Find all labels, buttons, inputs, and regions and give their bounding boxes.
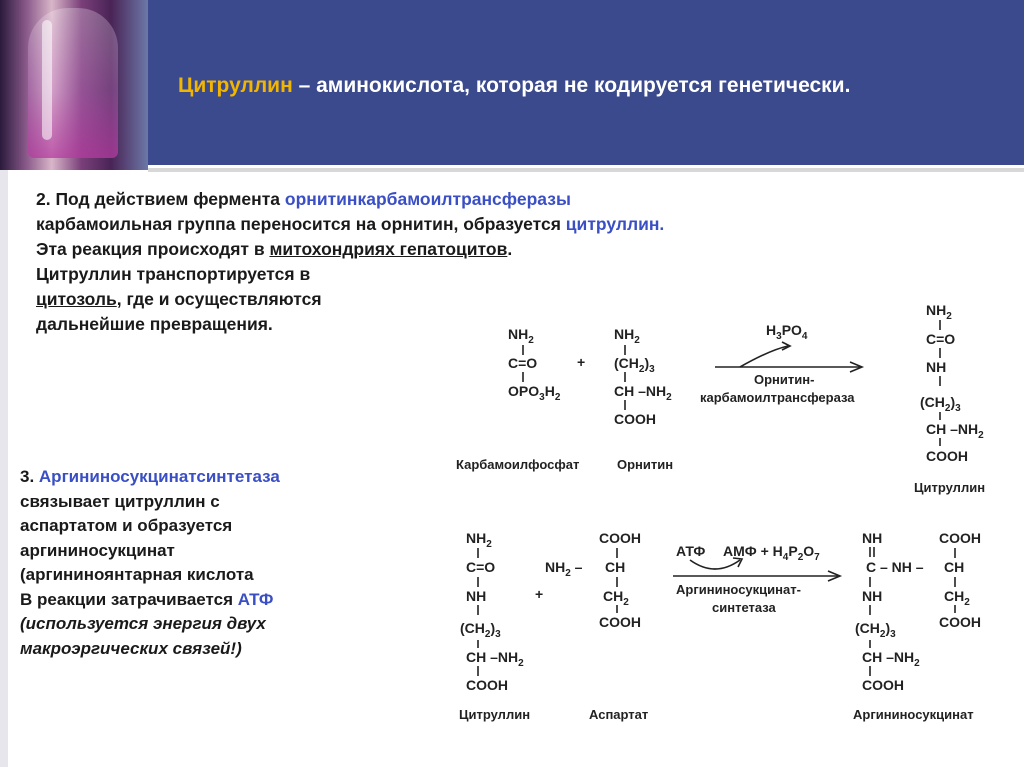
s3-l4: аргининосукцинат <box>20 540 175 560</box>
s3-l5: (аргининоянтарная кислота <box>20 565 254 584</box>
r2-asp-ch: CH <box>605 559 626 575</box>
r1-enzyme-1: Орнитин- <box>754 372 815 387</box>
r2-asp-cooh2: COOH <box>599 614 641 630</box>
atp-term: АТФ <box>237 589 274 609</box>
r2-asp-nh2: $NH_2$ – <box>545 559 583 579</box>
r2-as-cooh2: COOH <box>939 614 981 630</box>
flask-shine <box>42 20 52 140</box>
r2-cit-nh2: $NH_2$ <box>466 530 492 550</box>
r2-products: АМФ + $H_4P_2O_7$ <box>723 543 820 563</box>
title-rest: – аминокислота, которая не кодируется генетически. <box>292 74 851 97</box>
r1-label-cp: Карбамоилфосфат <box>456 457 580 472</box>
s3-l7: (используется энергия двух <box>20 614 266 633</box>
s3-l1a: 3. <box>20 467 39 486</box>
r1-plus: + <box>577 354 586 370</box>
r2-cit-ch: CH $-NH_2$ <box>466 649 524 669</box>
title-accent: Цитруллин <box>178 74 293 97</box>
r2-label-as: Аргининосукцинат <box>853 707 974 722</box>
citrulline-term: цитруллин. <box>565 214 665 234</box>
enzyme-otc: орнитинкарбамоилтрансферазы <box>284 189 571 209</box>
r2-as-ch2-r: $CH_2$ <box>944 588 970 608</box>
r2-as-nh: NH <box>862 530 883 546</box>
s3-l3: аспартатом и образуется <box>20 516 233 535</box>
r1-cit-nh: NH <box>926 359 947 375</box>
cytosol-term: цитозоль <box>36 289 117 309</box>
r2-as-c: C <box>866 559 877 575</box>
s3-l8: макроэргических связей!) <box>20 638 242 658</box>
r1-curve-head <box>782 342 790 350</box>
s2-l5b: , где и осуществляются <box>116 289 322 309</box>
r2-arrowhead <box>828 571 840 581</box>
r2-asp-cooh1: COOH <box>599 530 641 546</box>
r2-atp: АТФ <box>676 543 706 559</box>
mito-term: митохондриях гепатоцитов <box>269 239 508 259</box>
left-edge <box>0 170 8 767</box>
s2-l4: Цитруллин транспортируется в <box>36 264 311 284</box>
r1-cp-co: C=O <box>508 355 538 371</box>
section-3-text <box>20 465 280 661</box>
r2-as-cooh3: COOH <box>862 677 904 693</box>
r1-orn-ch2: $(CH_2)_3$ <box>614 355 655 375</box>
r2-as-ch2: $(CH_2)_3$ <box>855 620 896 640</box>
r1-cit-cooh: COOH <box>926 448 968 464</box>
s3-l2: связывает цитруллин с <box>20 491 220 511</box>
flask-image <box>0 0 148 170</box>
r2-as-ch-r: CH <box>944 559 965 575</box>
r2-enzyme-1: Аргининосукцинат- <box>676 582 801 597</box>
section-2-text <box>36 187 664 337</box>
r1-cp-nh2: $NH_2$ <box>508 326 534 346</box>
r2-plus: + <box>535 586 544 602</box>
slide-title <box>178 74 850 98</box>
s2-l3c: . <box>507 239 513 259</box>
r2-cit-cooh: COOH <box>466 677 508 693</box>
r2-label-asp: Аспартат <box>589 707 649 722</box>
r1-cit-nh2: $NH_2$ <box>926 302 952 322</box>
r2-label-cit: Цитруллин <box>459 707 531 722</box>
r2-enzyme-2: синтетаза <box>712 600 776 615</box>
s2-l6: дальнейшие превращения. <box>36 314 273 334</box>
r1-label-cit: Цитруллин <box>914 480 986 495</box>
r1-cit-ch: CH $-NH_2$ <box>926 421 984 441</box>
r2-asp-ch2: $CH_2$ <box>603 588 629 608</box>
header-shadow <box>148 168 1024 172</box>
r2-cit-ch2: $(CH_2)_3$ <box>460 620 501 640</box>
r2-as-nh-mid: – NH – <box>880 559 924 575</box>
r2-cit-co: C=O <box>466 559 496 575</box>
r2-as-ch: CH $-NH_2$ <box>862 649 920 669</box>
s2-l3a: Эта реакция происходят в <box>36 239 270 259</box>
r1-orn-nh2: $NH_2$ <box>614 326 640 346</box>
s3-l6a: В реакции затрачивается <box>20 589 238 609</box>
r2-as-cooh1: COOH <box>939 530 981 546</box>
r1-curve <box>740 346 788 367</box>
s2-l1a: 2. Под действием фермента <box>36 189 285 209</box>
enzyme-ass: Аргининосукцинатсинтетаза <box>38 467 280 486</box>
r1-enzyme-2: карбамоилтрансфераза <box>700 390 855 405</box>
r1-orn-ch: CH $-NH_2$ <box>614 383 672 403</box>
r2-as-nh2: NH <box>862 588 883 604</box>
r1-cofactor: $H_3PO_4$ <box>766 322 808 342</box>
r1-cit-ch2: $(CH_2)_3$ <box>920 394 961 414</box>
r1-arrowhead <box>850 362 862 372</box>
r1-label-orn: Орнитин <box>617 457 674 472</box>
r1-cit-co: C=O <box>926 331 956 347</box>
r1-cp-opo: $OPO_3H_2$ <box>508 383 561 403</box>
r1-orn-cooh: COOH <box>614 411 656 427</box>
s2-l2a: карбамоильная группа переносится на орнитин, образуется <box>36 214 566 234</box>
r2-cit-nh: NH <box>466 588 487 604</box>
